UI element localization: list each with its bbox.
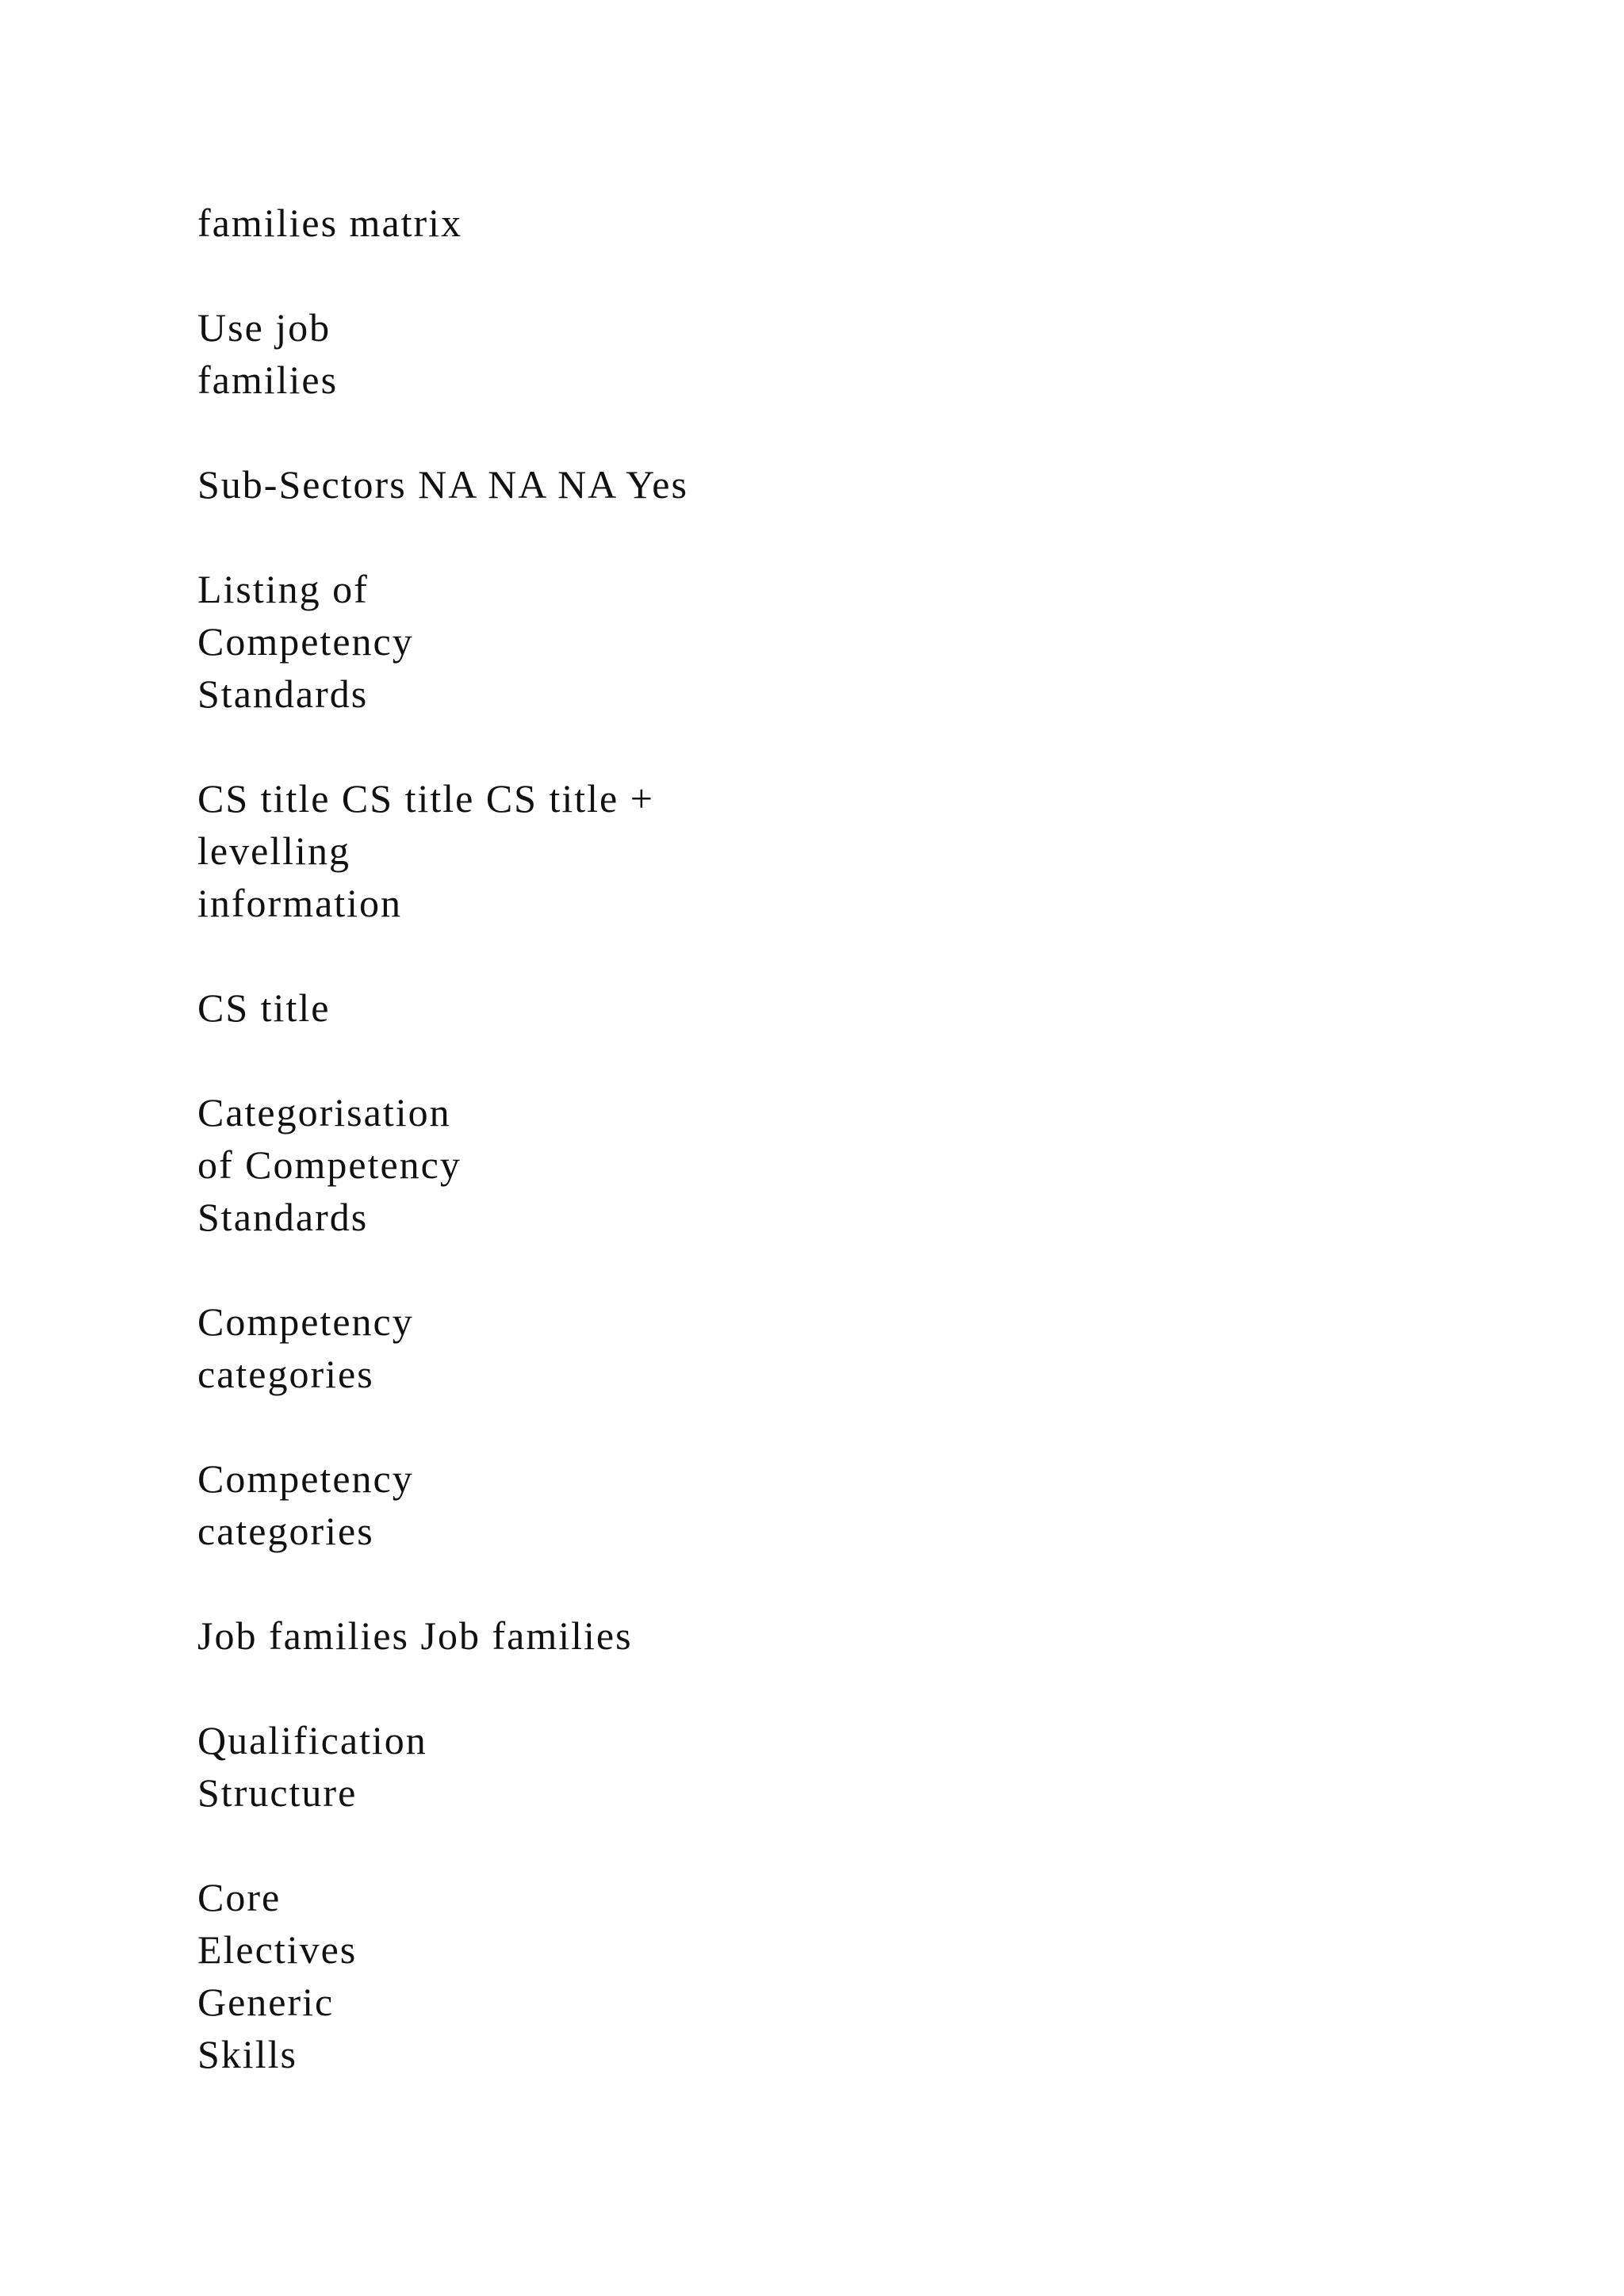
text-line: information xyxy=(197,881,403,925)
text-line: Core xyxy=(197,1875,282,1919)
paragraph-categorisation-of-competency-standards xyxy=(197,1086,1466,1243)
document-body xyxy=(197,197,1466,2133)
text-line: Competency xyxy=(197,1299,414,1344)
paragraph-competency-categories-2 xyxy=(197,1452,1466,1557)
text-line: Qualification xyxy=(197,1718,427,1762)
text-line: levelling xyxy=(197,828,350,873)
text-line: Generic xyxy=(197,1980,335,2024)
paragraph-use-job-families xyxy=(197,301,1466,406)
paragraph-job-families xyxy=(197,1609,1466,1662)
paragraph-families-matrix xyxy=(197,197,1466,249)
text-line: Competency xyxy=(197,619,414,664)
text-line: categories xyxy=(197,1509,374,1553)
text-line: Structure xyxy=(197,1770,358,1815)
paragraph-sub-sectors xyxy=(197,458,1466,511)
text-line: CS title xyxy=(197,985,331,1030)
text-line: Electives xyxy=(197,1927,358,1972)
text-line: families xyxy=(197,358,339,402)
text-line: categories xyxy=(197,1352,374,1396)
text-line: Job families Job families xyxy=(197,1613,633,1658)
text-line: Use job xyxy=(197,305,331,350)
text-line: Listing of xyxy=(197,567,369,611)
text-line: Standards xyxy=(197,672,369,716)
paragraph-competency-categories xyxy=(197,1295,1466,1400)
text-line: Sub-Sectors NA NA NA Yes xyxy=(197,462,688,507)
paragraph-cs-title-levelling xyxy=(197,772,1466,929)
text-line: Skills xyxy=(197,2032,297,2076)
paragraph-listing-of-competency-standards xyxy=(197,563,1466,720)
paragraph-core-electives-generic-skills xyxy=(197,1871,1466,2080)
text-line: Competency xyxy=(197,1456,414,1501)
paragraph-cs-title xyxy=(197,982,1466,1034)
text-line: CS title CS title CS title + xyxy=(197,776,654,821)
text-line: families matrix xyxy=(197,201,463,245)
text-line: Categorisation xyxy=(197,1090,451,1135)
text-line: of Competency xyxy=(197,1142,462,1187)
text-line: Standards xyxy=(197,1195,369,1239)
paragraph-qualification-structure xyxy=(197,1714,1466,1819)
